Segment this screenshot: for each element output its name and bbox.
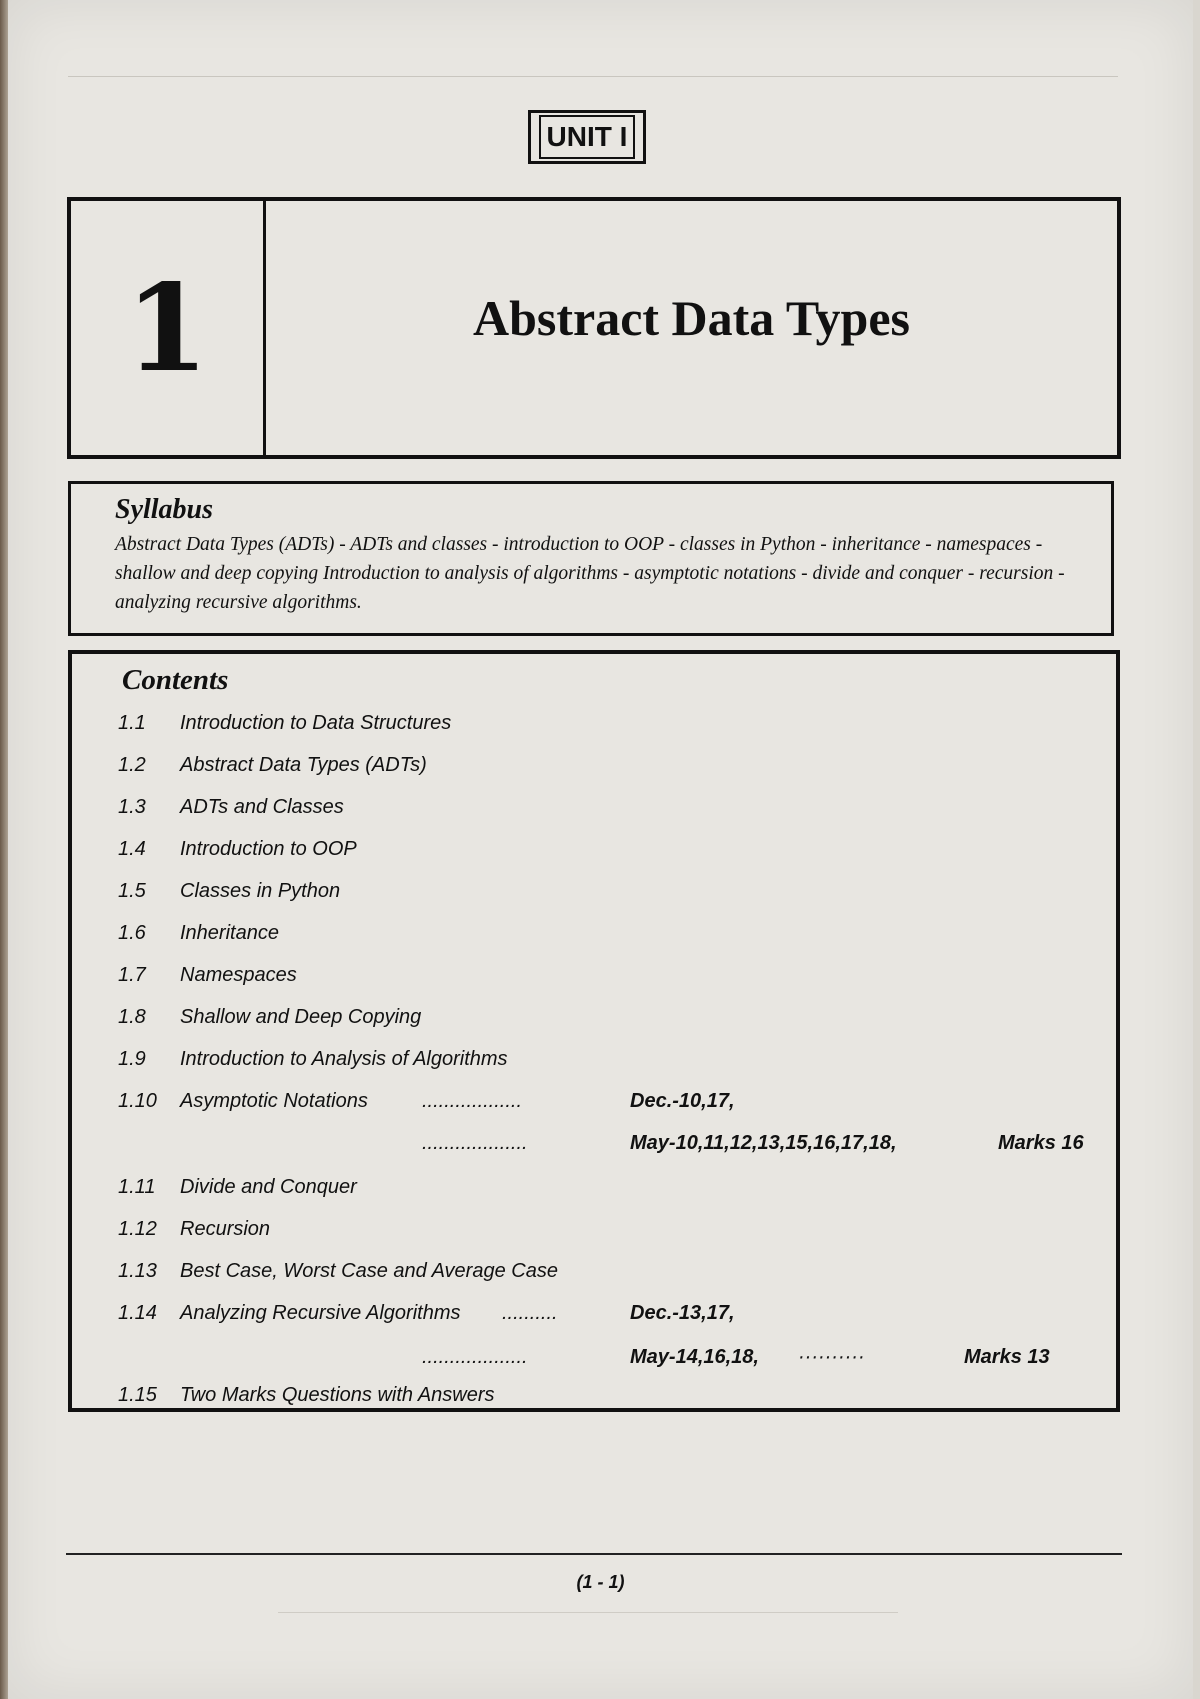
leader-dots: ··········: [798, 1346, 865, 1368]
exam-reference: May-10,11,12,13,15,16,17,18,: [630, 1132, 897, 1154]
item-title: Introduction to Analysis of Algorithms: [180, 1048, 508, 1070]
contents-item: [118, 1260, 1106, 1290]
contents-item: [118, 1090, 1106, 1120]
chapter-title: Abstract Data Types: [472, 290, 910, 346]
contents-item: [118, 880, 1106, 910]
item-title: Asymptotic Notations: [180, 1090, 368, 1112]
item-number: 1.8: [118, 1006, 146, 1028]
contents-item: [118, 1006, 1106, 1036]
footer-rule: [66, 1553, 1122, 1555]
leader-dots: ...................: [422, 1346, 528, 1368]
contents-item: [118, 1302, 1106, 1332]
item-number: 1.10: [118, 1090, 157, 1112]
contents-heading: Contents: [122, 664, 229, 696]
contents-item: [118, 796, 1106, 826]
item-number: 1.6: [118, 922, 146, 944]
syllabus-box: [68, 481, 1114, 636]
item-title: Divide and Conquer: [180, 1176, 357, 1198]
contents-item: [118, 922, 1106, 952]
contents-item: [118, 964, 1106, 994]
item-number: 1.11: [118, 1176, 156, 1198]
unit-label: UNIT I: [539, 115, 636, 159]
leader-dots: ..........: [502, 1302, 558, 1324]
contents-item: [118, 1218, 1106, 1248]
item-number: 1.14: [118, 1302, 157, 1324]
exam-reference: Dec.-13,17,: [630, 1302, 735, 1324]
contents-item: [118, 1384, 1106, 1408]
chapter-number: 1: [71, 201, 266, 455]
document-page: [8, 0, 1193, 1699]
contents-item: [118, 1176, 1106, 1206]
item-title: Inheritance: [180, 922, 279, 944]
unit-label-box: [528, 110, 646, 164]
item-number: 1.2: [118, 754, 146, 776]
item-title: Classes in Python: [180, 880, 341, 902]
marks-label: Marks 13: [964, 1346, 1050, 1368]
contents-item-continued: [118, 1132, 1106, 1162]
item-title: Two Marks Questions with Answers: [180, 1384, 495, 1406]
leader-dots: ..................: [422, 1090, 523, 1112]
contents-item-continued: [118, 1346, 1106, 1376]
contents-item: [118, 838, 1106, 868]
header-rule: [68, 52, 1118, 77]
item-title: ADTs and Classes: [180, 796, 344, 818]
item-title: Namespaces: [180, 964, 297, 986]
footer-rule-faint: [278, 1612, 898, 1627]
item-title: Recursion: [180, 1218, 271, 1240]
item-number: 1.5: [118, 880, 146, 902]
exam-reference: Dec.-10,17,: [630, 1090, 735, 1112]
syllabus-heading: Syllabus: [115, 494, 214, 525]
item-number: 1.3: [118, 796, 146, 818]
item-title: Introduction to Data Structures: [180, 712, 452, 734]
contents-item: [118, 1048, 1106, 1078]
item-title: Introduction to OOP: [180, 838, 357, 860]
item-number: 1.12: [118, 1218, 157, 1240]
item-number: 1.15: [118, 1384, 157, 1406]
contents-item: [118, 754, 1106, 784]
item-number: 1.4: [118, 838, 146, 860]
item-number: 1.1: [118, 712, 146, 734]
item-title: Analyzing Recursive Algorithms: [180, 1302, 461, 1324]
syllabus-text: Abstract Data Types (ADTs) - ADTs and classes - introduction to OOP - classes in Python - inheritance - namespaces - shallow and deep copying Introduction to analysis of algorithms - asymptotic notations - divide and conquer - recursion - analyzing recursive algorithms.: [115, 534, 1065, 613]
leader-dots: ...................: [422, 1132, 528, 1154]
item-title: Abstract Data Types (ADTs): [180, 754, 427, 776]
item-number: 1.9: [118, 1048, 146, 1070]
chapter-heading-box: [67, 197, 1121, 459]
contents-item: [118, 712, 1106, 742]
item-number: 1.7: [118, 964, 146, 986]
item-title: Best Case, Worst Case and Average Case: [180, 1260, 558, 1282]
contents-box: [68, 650, 1120, 1412]
exam-reference: May-14,16,18,: [630, 1346, 759, 1368]
page-number: (1 - 1): [576, 1572, 625, 1592]
marks-label: Marks 16: [998, 1132, 1084, 1154]
item-number: 1.13: [118, 1260, 157, 1282]
item-title: Shallow and Deep Copying: [180, 1006, 422, 1028]
